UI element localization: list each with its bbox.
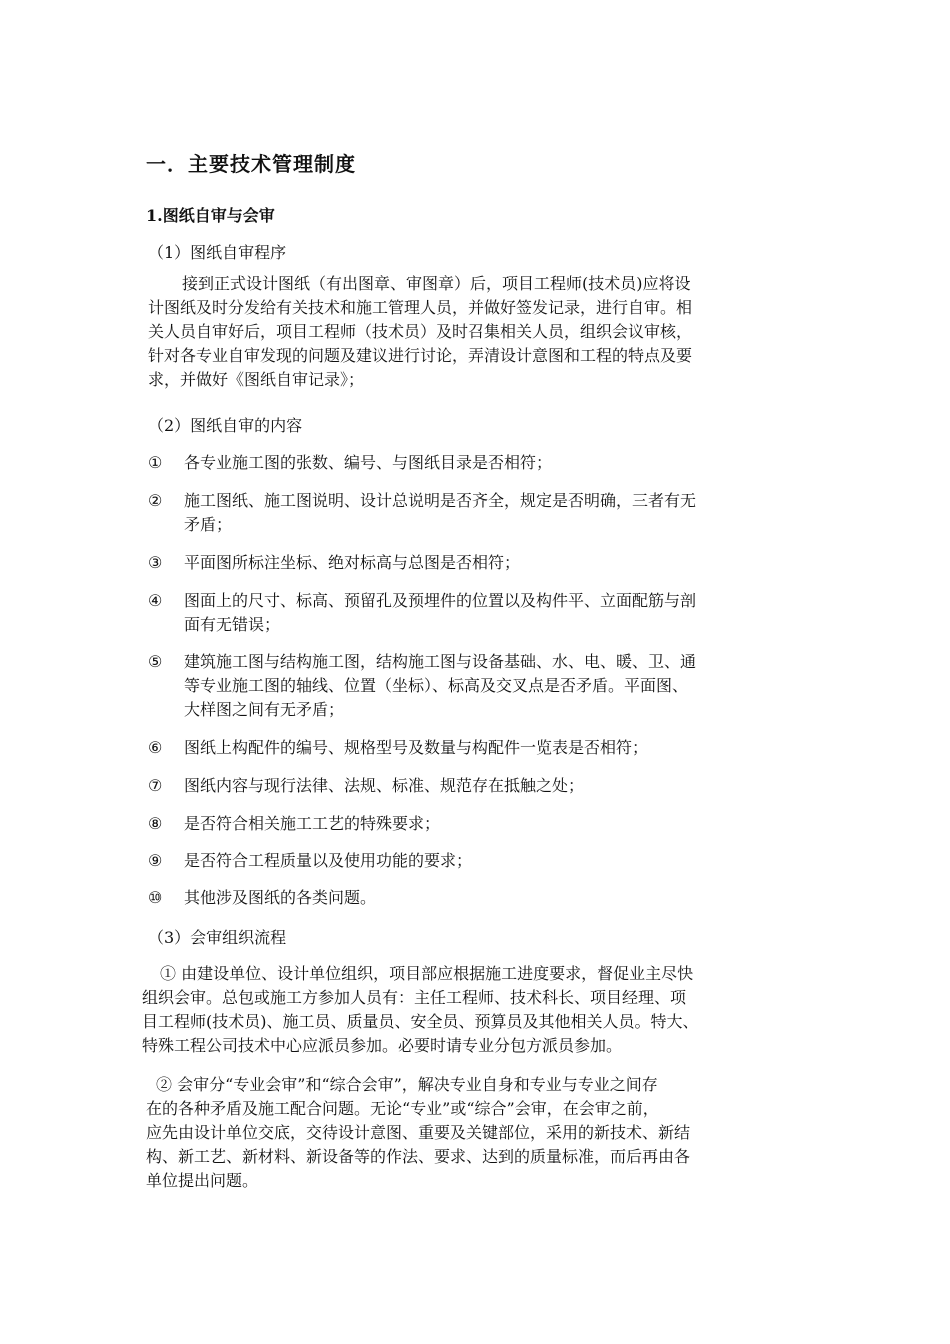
list-item-number: ⑩ [148,888,163,907]
paragraph-line: 求，并做好《图纸自审记录》； [148,370,365,389]
paragraph-line: 接到正式设计图纸（有出图章、审图章）后，项目工程师(技术员)应将设 [182,274,691,293]
list-item-line: 图纸内容与现行法律、法规、标准、规范存在抵触之处； [184,776,585,795]
subsection-label-2: （2）图纸自审的内容 [148,416,303,435]
list-item-number: ⑤ [148,652,163,671]
paragraph-line: 计图纸及时分发给有关技术和施工管理人员，并做好签发记录，进行自审。相 [148,298,693,317]
list-item-line: 平面图所标注坐标、绝对标高与总图是否相符； [184,553,521,572]
list-item-line: 是否符合工程质量以及使用功能的要求； [184,851,473,870]
list-item-text [184,451,552,475]
list-item-number: ⑧ [148,814,163,833]
list-item-line: 图纸上构配件的编号、规格型号及数量与构配件一览表是否相符； [184,738,649,757]
list-item-line: 面有无错误； [184,615,281,634]
paragraph-line: 构、新工艺、新材料、新设备等的作法、要求、达到的质量标准，而后再由各 [146,1147,691,1166]
paragraph-line: 组织会审。总包或施工方参加人员有：主任工程师、技术科长、项目经理、项 [142,988,687,1007]
list-item-line: 建筑施工图与结构施工图，结构施工图与设备基础、水、电、暖、卫、通 [184,652,697,671]
list-item-text [184,589,696,637]
paragraph-review-organization [142,962,699,1058]
paragraph-review-types [146,1073,690,1193]
paragraph-line: 在的各种矛盾及施工配合问题。无论“专业”或“综合”会审，在会审之前， [146,1099,659,1118]
paragraph-line: 应先由设计单位交底，交待设计意图、重要及关键部位，采用的新技术、新结 [146,1123,691,1142]
paragraph-line: 目工程师(技术员)、施工员、质量员、安全员、预算员及其他相关人员。特大、 [142,1012,699,1031]
list-item-text [184,736,648,760]
list-item-line: 各专业施工图的张数、编号、与图纸目录是否相符； [184,453,553,472]
paragraph-line: 单位提出问题。 [146,1171,259,1190]
list-item-line: 施工图纸、施工图说明、设计总说明是否齐全，规定是否明确，三者有无 [184,491,697,510]
list-item-line: 是否符合相关施工工艺的特殊要求； [184,814,441,833]
list-item-text [184,774,584,798]
list-item-text [184,886,376,910]
paragraph-line: 特殊工程公司技术中心应派员参加。必要时请专业分包方派员参加。 [142,1036,623,1055]
paragraph-self-review-procedure [148,272,692,392]
paragraph-line: 针对各专业自审发现的问题及建议进行讨论，弄清设计意图和工程的特点及要 [148,346,693,365]
paragraph-line: ① 由建设单位、设计单位组织，项目部应根据施工进度要求，督促业主尽快 [160,964,694,983]
subsection-label-3: （3）会审组织流程 [148,928,287,947]
list-item-text [184,551,520,575]
list-item-line: 其他涉及图纸的各类问题。 [184,888,377,907]
list-item-number: ⑥ [148,738,163,757]
section-heading: 1.图纸自审与会审 [146,206,275,225]
list-item-line: 等专业施工图的轴线、位置（坐标）、标高及交叉点是否矛盾。平面图、 [184,676,689,695]
list-item-line: 矛盾； [184,515,233,534]
subsection-label-1: （1）图纸自审程序 [148,243,287,262]
list-item-number: ① [148,453,163,472]
list-item-line: 大样图之间有无矛盾； [184,700,345,719]
paragraph-line: 关人员自审好后，项目工程师（技术员）及时召集相关人员，组织会议审核， [148,322,693,341]
list-item-line: 图面上的尺寸、标高、预留孔及预埋件的位置以及构件平、立面配筋与剖 [184,591,697,610]
list-item-number: ③ [148,553,163,572]
page-title: 一．主要技术管理制度 [146,152,356,176]
list-item-number: ② [148,491,163,510]
list-item-text [184,650,696,722]
list-item-number: ④ [148,591,163,610]
list-item-number: ⑨ [148,851,163,870]
paragraph-line: ② 会审分“专业会审”和“综合会审”，解决专业自身和专业与专业之间存 [156,1075,658,1094]
list-item-text [184,489,696,537]
list-item-number: ⑦ [148,776,163,795]
list-item-text [184,849,472,873]
list-item-text [184,812,440,836]
